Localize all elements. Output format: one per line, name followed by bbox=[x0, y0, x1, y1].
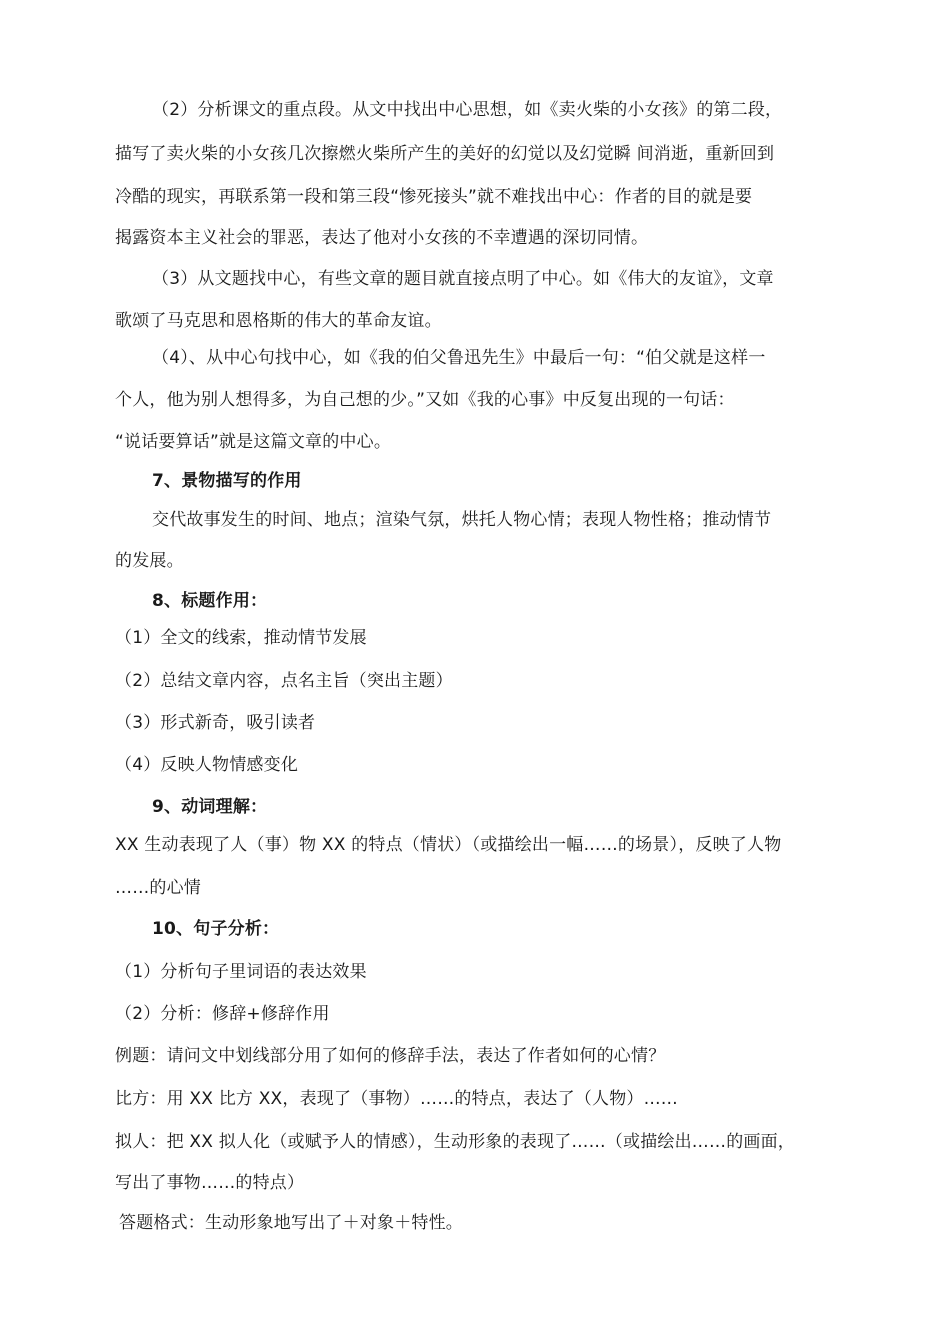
list-item: （1）全文的线索，推动情节发展 bbox=[115, 628, 367, 648]
paragraph-line: 写出了事物……的特点） bbox=[115, 1173, 305, 1193]
paragraph-line: 歌颂了马克思和恩格斯的伟大的革命友谊。 bbox=[115, 311, 442, 331]
list-item: （2）总结文章内容，点名主旨（突出主题） bbox=[115, 671, 453, 691]
section-heading: 10、句子分析： bbox=[152, 919, 280, 939]
list-item: （2）分析：修辞+修辞作用 bbox=[115, 1004, 330, 1024]
paragraph-line: “说话要算话”就是这篇文章的中心。 bbox=[115, 432, 392, 452]
paragraph-line: 拟人：把 XX 拟人化（或赋予人的情感），生动形象的表现了……（或描绘出……的画面， bbox=[115, 1132, 795, 1152]
paragraph-line: XX 生动表现了人（事）物 XX 的特点（情状）（或描绘出一幅……的场景），反映了人物 bbox=[115, 835, 782, 855]
paragraph-line: （4）、从中心句找中心，如《我的伯父鲁迅先生》中最后一句：“伯父就是这样一 bbox=[152, 348, 766, 368]
paragraph-line: 交代故事发生的时间、地点；渲染气氛，烘托人物心情；表现人物性格；推动情节 bbox=[152, 510, 772, 530]
paragraph-line: 个人，他为别人想得多，为自己想的少。”又如《我的心事》中反复出现的一句话： bbox=[115, 390, 735, 410]
section-heading: 7、景物描写的作用 bbox=[152, 471, 302, 491]
list-item: （1）分析句子里词语的表达效果 bbox=[115, 962, 367, 982]
paragraph-line: 描写了卖火柴的小女孩几次擦燃火柴所产生的美好的幻觉以及幻觉瞬 间消逝，重新回到 bbox=[115, 144, 775, 164]
list-item: （4）反映人物情感变化 bbox=[115, 755, 299, 775]
paragraph-line: （3）从文题找中心，有些文章的题目就直接点明了中心。如《伟大的友谊》，文章 bbox=[152, 269, 774, 289]
paragraph-line: 例题：请问文中划线部分用了如何的修辞手法，表达了作者如何的心情？ bbox=[115, 1046, 666, 1066]
paragraph-line: 冷酷的现实，再联系第一段和第三段“惨死接头”就不难找出中心：作者的目的就是要 bbox=[115, 187, 753, 207]
paragraph-line: 答题格式：生动形象地写出了＋对象＋特性。 bbox=[119, 1213, 463, 1233]
paragraph-line: 揭露资本主义社会的罪恶，表达了他对小女孩的不幸遭遇的深切同情。 bbox=[115, 228, 649, 248]
section-heading: 9、动词理解： bbox=[152, 797, 268, 817]
list-item: （3）形式新奇，吸引读者 bbox=[115, 713, 316, 733]
section-heading: 8、标题作用： bbox=[152, 591, 268, 611]
paragraph-line: 比方：用 XX 比方 XX，表现了（事物）……的特点，表达了（人物）…… bbox=[115, 1089, 678, 1109]
paragraph-line: 的发展。 bbox=[115, 551, 184, 571]
paragraph-line: （2）分析课文的重点段。从文中找出中心思想，如《卖火柴的小女孩》的第二段， bbox=[152, 100, 783, 120]
paragraph-line: ……的心情 bbox=[115, 878, 201, 898]
